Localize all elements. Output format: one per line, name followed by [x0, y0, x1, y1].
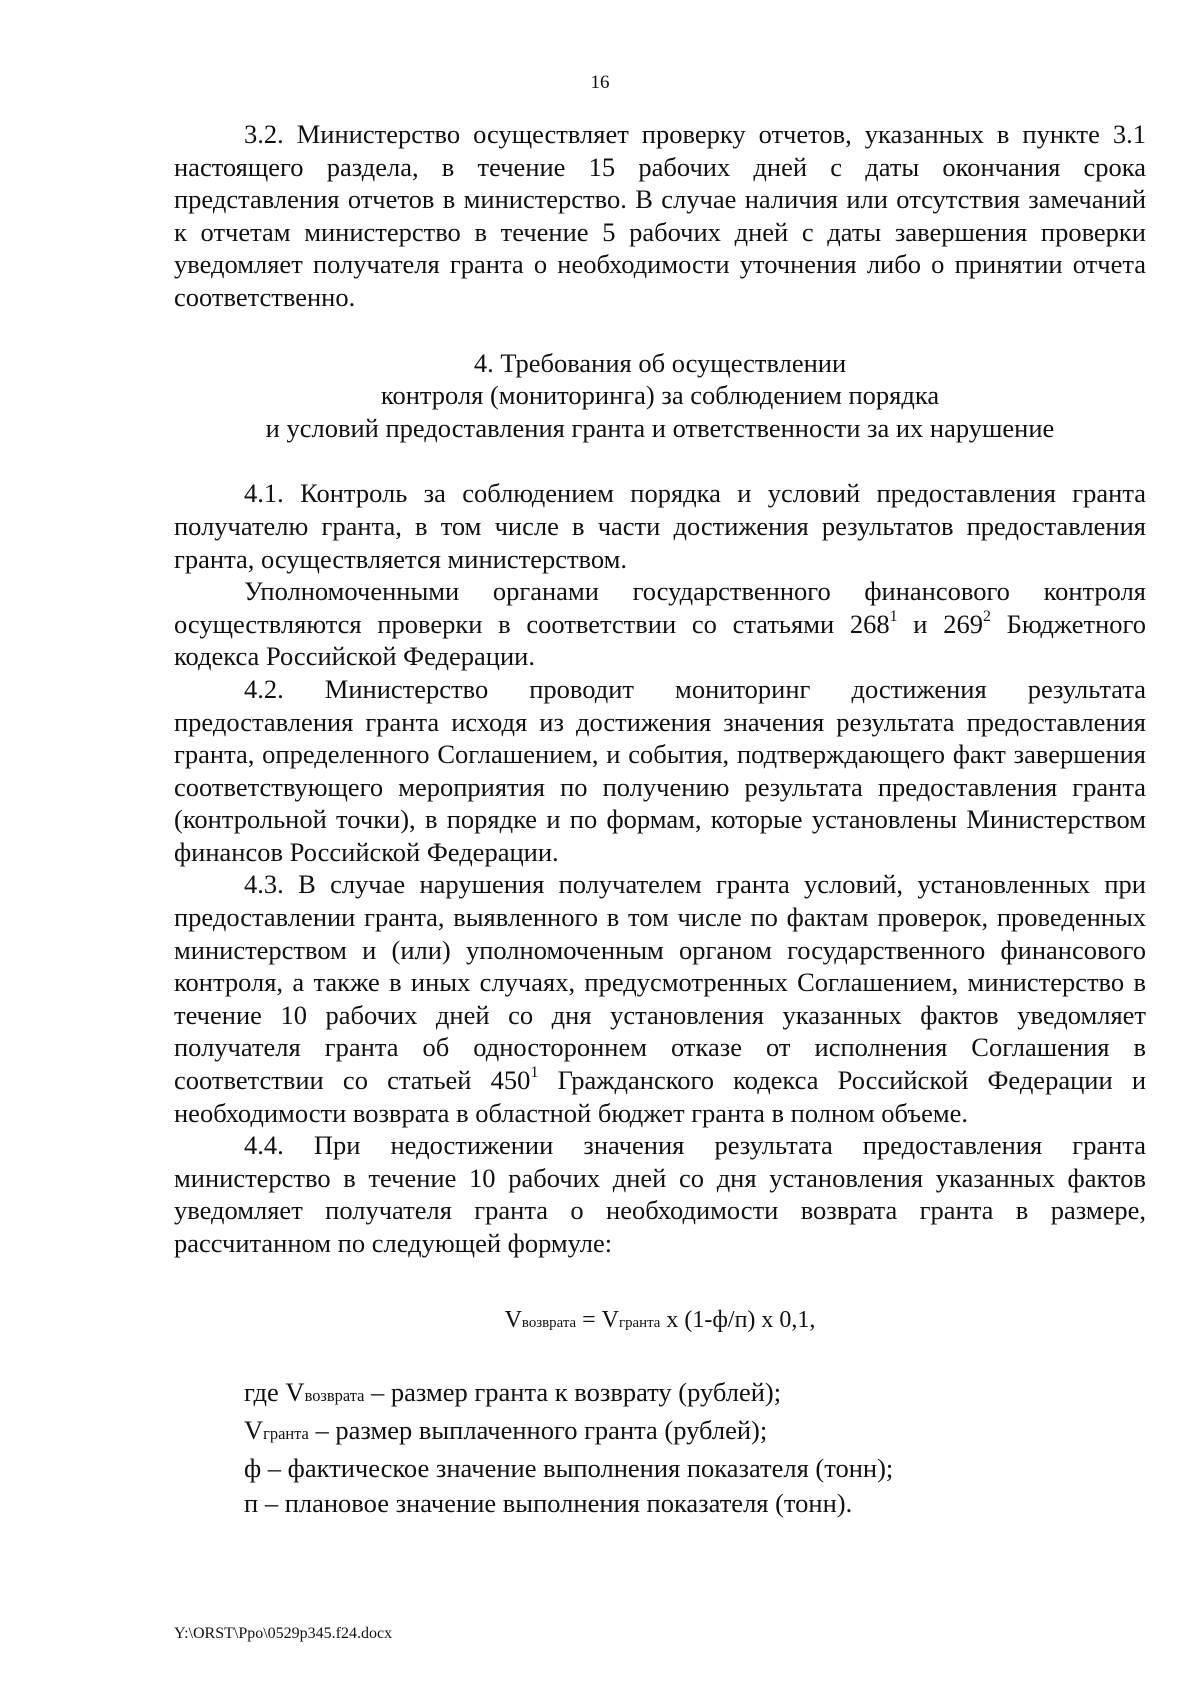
- definition-item: [174, 1375, 1146, 1413]
- formula: [174, 1304, 1146, 1340]
- formula-part: х (1-ф/п) х 0,1,: [660, 1306, 816, 1333]
- paragraph-4-2: 4.2. Министерство проводит мониторинг достижения результата предоставления гранта исходя из достижения значения результата предоставления гранта, определенного Соглашением, и события, подтверждающего факт завершения соответствующего мероприятия по получению результата предоставления гранта (контрольной точки), в порядке и по формам, которые установлены Министерством финансов Российской Федерации.: [174, 673, 1146, 867]
- text-segment: 4.3. В случае нарушения получателем гранта условий, установленных при предоставлении гранта, выявленного в том числе по фактам проверок, проведенных министерством и (или) уполномоченным органом государственного финансового контроля, а также в иных случаях, предусмотренных Соглашением, министерство в течение 10 рабочих дней со дня установления указанных фактов уведомляет получателя гранта об одностороннем отказе от исполнения Соглашения в соответствии со статьей 450: [174, 869, 1146, 1096]
- definition-subscript: гранта: [263, 1424, 309, 1444]
- text-segment: Уполномоченными органами государственного финансового контроля осуществляются проверки в соответствии со статьями 268: [174, 576, 1146, 639]
- superscript: 1: [530, 1064, 539, 1082]
- text-segment: Гражданского кодекса Российской Федерации и необходимости возврата в областной бюджет гранта в полном объеме.: [174, 1065, 1146, 1128]
- definition-text: – плановое значение выполнения показателя (тонн).: [258, 1488, 853, 1519]
- definitions-list: [174, 1375, 1146, 1521]
- definition-term: V: [244, 1415, 264, 1446]
- definition-item: [174, 1486, 1146, 1521]
- formula-subscript: гранта: [618, 1314, 661, 1331]
- page-number: 16: [590, 72, 610, 93]
- document-body: [174, 118, 1146, 1521]
- section-title-line-2: контроля (мониторинга) за соблюдением порядка: [380, 380, 940, 411]
- definition-term: ф: [244, 1453, 262, 1484]
- paragraph-4-3: [174, 868, 1146, 1129]
- paragraph-authorities: [174, 575, 1146, 673]
- file-path-footer: Y:\ORST\Ppo\0529p345.f24.docx: [174, 1625, 393, 1642]
- paragraph-3-2: 3.2. Министерство осуществляет проверку отчетов, указанных в пункте 3.1 настоящего раздела, в течение 15 рабочих дней с даты окончания срока представления отчетов в министерство. В случае наличия или отсутствия замечаний к отчетам министерство в течение 5 рабочих дней с даты завершения проверки уведомляет получателя гранта о необходимости уточнения либо о принятии отчета соответственно.: [174, 119, 1146, 312]
- definition-term: п: [244, 1488, 259, 1519]
- formula-part: V: [504, 1306, 522, 1333]
- definition-text: – фактическое значение выполнения показателя (тонн);: [261, 1453, 894, 1484]
- definition-text: – размер выплаченного гранта (рублей);: [308, 1415, 768, 1446]
- superscript: 2: [982, 607, 991, 625]
- formula-subscript: возврата: [521, 1314, 577, 1331]
- paragraph-4-4: 4.4. При недостижении значения результата предоставления гранта министерство в течение 10 рабочих дней со дня установления указанных фактов уведомляет получателя гранта о необходимости возврата гранта в размере, рассчитанном по следующей формуле:: [174, 1130, 1146, 1258]
- section-title-line-3: и условий предоставления гранта и ответственности за их нарушение: [265, 412, 1055, 443]
- definition-item: [174, 1413, 1146, 1451]
- section-title-line-1: 4. Требования об осуществлении: [473, 347, 847, 378]
- definition-term: где V: [244, 1377, 305, 1408]
- paragraph-4-1: 4.1. Контроль за соблюдением порядка и условий предоставления гранта получателю гранта, в том числе в части достижения результатов предоставления гранта, осуществляется министерством.: [174, 478, 1146, 574]
- definition-item: [174, 1451, 1146, 1486]
- formula-part: = V: [576, 1306, 619, 1333]
- definition-subscript: возврата: [304, 1386, 365, 1406]
- superscript: 1: [889, 607, 898, 625]
- text-segment: Бюджетного кодекса Российской Федерации.: [174, 608, 1146, 672]
- text-segment: и 269: [897, 608, 983, 639]
- section-title: [174, 347, 1146, 445]
- definition-text: – размер гранта к возврату (рублей);: [364, 1377, 782, 1408]
